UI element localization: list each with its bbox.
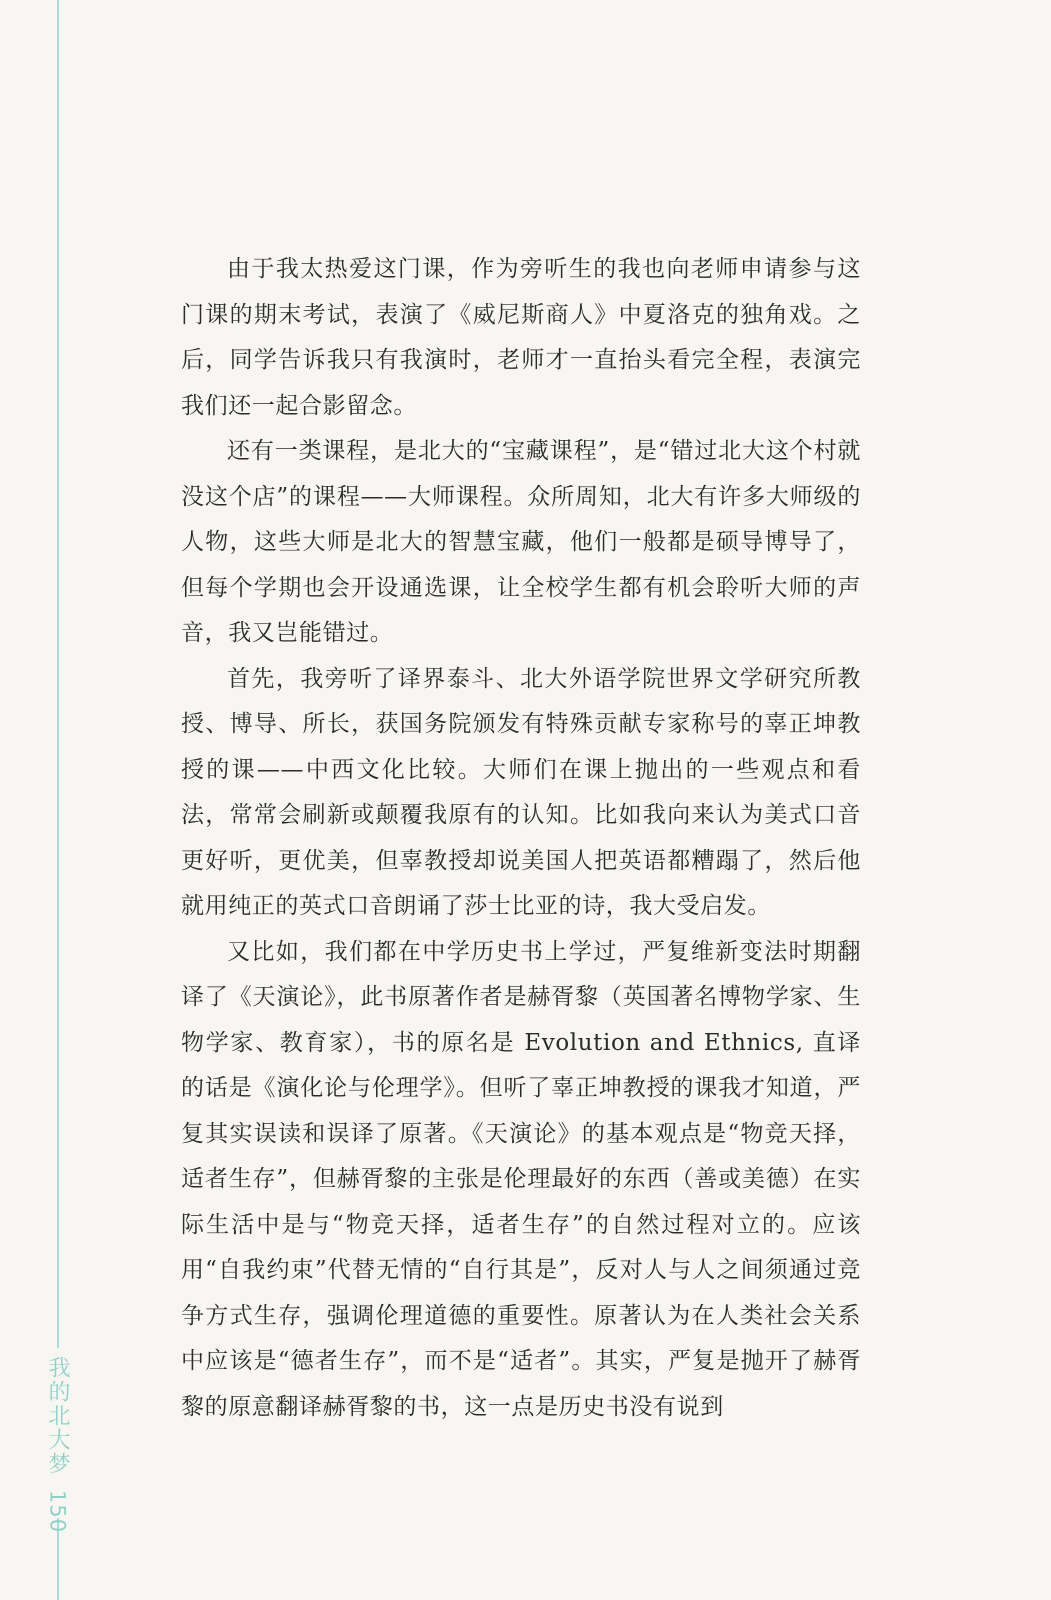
paragraph-3: 首先，我旁听了译界泰斗、北大外语学院世界文学研究所教授、博导、所长，获国务院颁发有特殊贡献专家称号的辜正坤教授的课——中西文化比较。大师们在课上抛出的一些观点和看法，常常会刷新或颠覆我原有的认知。比如我向来认为美式口音更好听，更优美，但辜教授却说美国人把英语都糟蹋了，然后他就用纯正的英式口音朗诵了莎士比亚的诗，我大受启发。: [181, 665, 861, 919]
paragraph-2: 还有一类课程，是北大的“宝藏课程”，是“错过北大这个村就没这个店”的课程——大师课程。众所周知，北大有许多大师级的人物，这些大师是北大的智慧宝藏，他们一般都是硕导博导了，但每个学期也会开设通选课，让全校学生都有机会聆听大师的声音，我又岂能错过。: [181, 438, 861, 646]
paragraph-1: 由于我太热爱这门课，作为旁听生的我也向老师申请参与这门课的期末考试，表演了《威尼斯商人》中夏洛克的独角戏。之后，同学告诉我只有我演时，老师才一直抬头看完全程，表演完我们还一起合影留念。: [181, 256, 861, 419]
margin-rule-top: [57, 0, 59, 1348]
paragraph-4: 又比如，我们都在中学历史书上学过，严复维新变法时期翻译了《天演论》，此书原著作者是赫胥黎（英国著名博物学家、生物学家、教育家），书的原名是 Evolution and Ethnics, 直译的话是《演化论与伦理学》。但听了辜正坤教授的课我才知道，严复其实误读和误译了原著。《天演论》的基本观点是“物竞天择，适者生存”，但赫胥黎的主张是伦理最好的东西（善或美德）在实际生活中是与“物竞天择，适者生存”的自然过程对立的。应该用“自我约束”代替无情的“自行其是”，反对人与人之间须通过竞争方式生存，强调伦理道德的重要性。原著认为在人类社会关系中应该是“德者生存”，而不是“适者”。其实，严复是抛开了赫胥黎的原意翻译赫胥黎的书，这一点是历史书没有说到: [181, 938, 861, 1420]
running-head: [40, 1356, 74, 1533]
page-number: 150: [45, 1490, 70, 1534]
book-title: 我的北大梦: [45, 1356, 70, 1476]
body-text: [181, 247, 861, 1430]
